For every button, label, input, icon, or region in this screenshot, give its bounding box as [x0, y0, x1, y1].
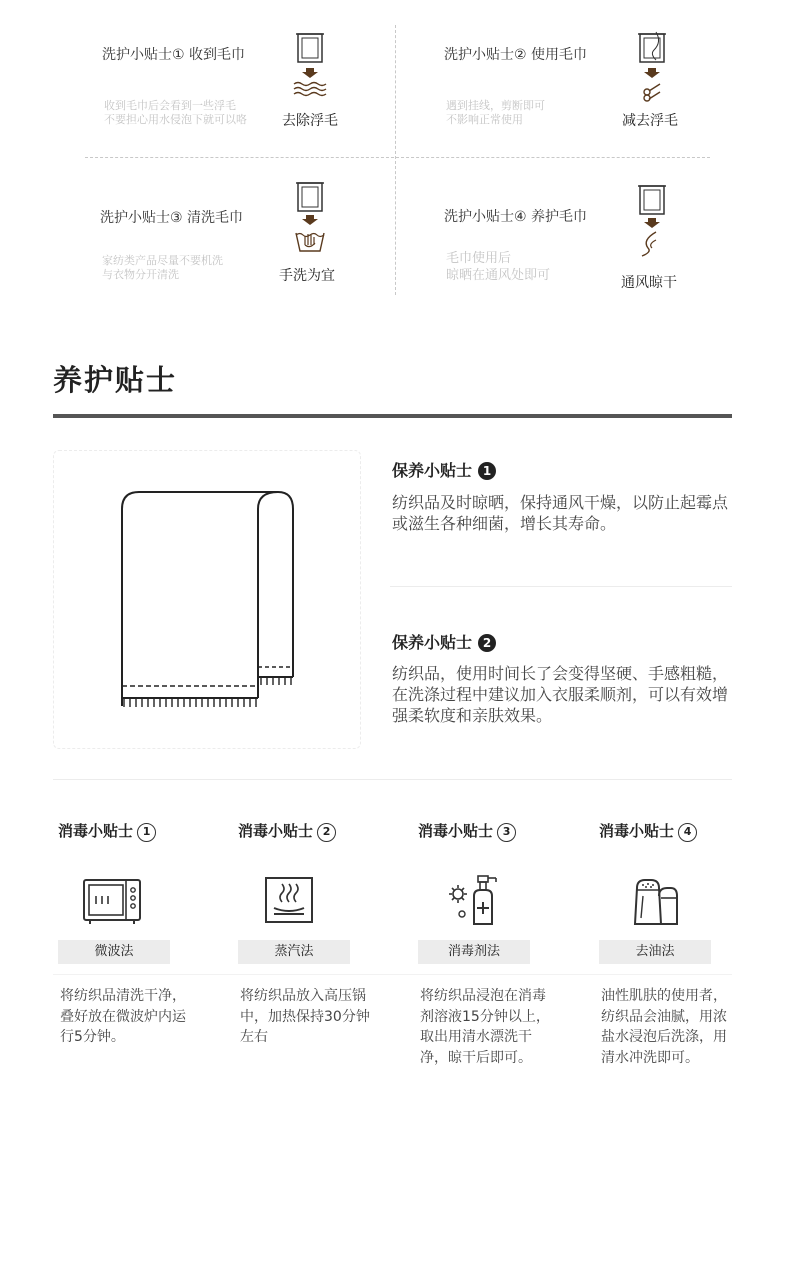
wash-tip-title: 洗护小贴士② 使用毛巾 [444, 47, 588, 63]
disinfect-method-badge: 微波法 [58, 940, 170, 964]
wash-tip-action: 去除浮毛 [282, 113, 338, 129]
towel-with-loose-thread-icon [634, 30, 674, 110]
disinfect-tip-number: 4 [678, 823, 697, 842]
salt-shakers-icon [631, 876, 693, 932]
wash-tip-2 [444, 44, 744, 174]
disinfect-tip-number: 1 [137, 823, 156, 842]
disinfect-tip-number: 2 [317, 823, 336, 842]
wash-tip-desc: 遇到挂线，剪断即可 不影响正常使用 [446, 99, 545, 126]
wash-tip-action: 减去浮毛 [622, 113, 678, 129]
wash-tip-desc: 收到毛巾后会看到一些浮毛 不要担心用水侵泡下就可以咯 [104, 99, 247, 126]
care-tip-2-title: 保养小贴士 2 [392, 630, 496, 653]
towel-on-hanger-icon [292, 32, 332, 112]
towel-illustration-box [53, 450, 361, 749]
care-tip-number: 2 [478, 634, 496, 652]
care-tip-1-title: 保养小贴士 1 [392, 458, 496, 481]
wash-tip-title: 洗护小贴士① 收到毛巾 [102, 47, 246, 63]
hand-wash-basin-icon [292, 181, 332, 261]
disinfect-tip-text: 将纺织品清洗干净，叠好放在微波炉内运行5分钟。 [60, 988, 186, 1045]
microwave-icon [82, 876, 144, 932]
wash-tip-title: 洗护小贴士④ 养护毛巾 [444, 209, 588, 225]
disinfect-tip-title: 消毒小贴士 2 [238, 820, 336, 842]
hanging-towel-illustration [54, 451, 360, 748]
wash-tip-desc: 毛巾使用后 晾晒在通风处即可 [446, 251, 551, 283]
steam-icon [264, 876, 326, 932]
disinfect-tip-title: 消毒小贴士 1 [58, 820, 156, 842]
wash-tip-3 [100, 207, 400, 337]
disinfect-method-badge: 蒸汽法 [238, 940, 350, 964]
disinfect-divider [53, 974, 732, 975]
section-divider [53, 414, 732, 418]
wash-tip-action: 通风晾干 [621, 275, 677, 291]
disinfect-method-badge: 消毒剂法 [418, 940, 530, 964]
disinfect-method-badge: 去油法 [599, 940, 711, 964]
disinfect-tip-text: 将纺织品浸泡在消毒剂溶液15分钟以上，取出用清水漂洗干净，晾干后即可。 [420, 988, 550, 1066]
care-tip-number: 1 [478, 462, 496, 480]
wash-tips-grid [0, 0, 790, 300]
wash-tip-1 [102, 44, 402, 174]
care-tip-1-text: 纺织品及时晾晒，保持通风干燥，以防止起霉点或滋生各种细菌，增长其寿命。 [392, 493, 729, 533]
air-dry-icon [634, 184, 674, 264]
section-divider [53, 779, 732, 780]
care-section-title: 养护贴士 [53, 363, 178, 397]
wash-tip-4 [444, 206, 744, 336]
wash-tip-desc: 家纺类产品尽量不要机洗 与衣物分开清洗 [102, 254, 223, 281]
wash-tip-title: 洗护小贴士③ 清洗毛巾 [100, 210, 244, 226]
disinfect-tip-number: 3 [497, 823, 516, 842]
care-divider [390, 586, 732, 587]
disinfectant-bottle-icon [448, 874, 510, 930]
wash-tip-action: 手洗为宜 [279, 268, 335, 284]
disinfect-tip-text: 将纺织品放入高压锅中，加热保持30分钟左右 [240, 988, 370, 1045]
care-tip-2-text: 纺织品，使用时间长了会变得坚硬、手感粗糙，在洗涤过程中建议加入衣服柔顺剂，可以有效增强柔软度和亲肤效果。 [392, 664, 729, 725]
disinfect-tip-title: 消毒小贴士 3 [418, 820, 516, 842]
disinfect-tip-text: 油性肌肤的使用者，纺织品会油腻，用浓盐水浸泡后洗涤，用清水冲洗即可。 [601, 988, 727, 1066]
disinfect-tip-title: 消毒小贴士 4 [599, 820, 697, 842]
